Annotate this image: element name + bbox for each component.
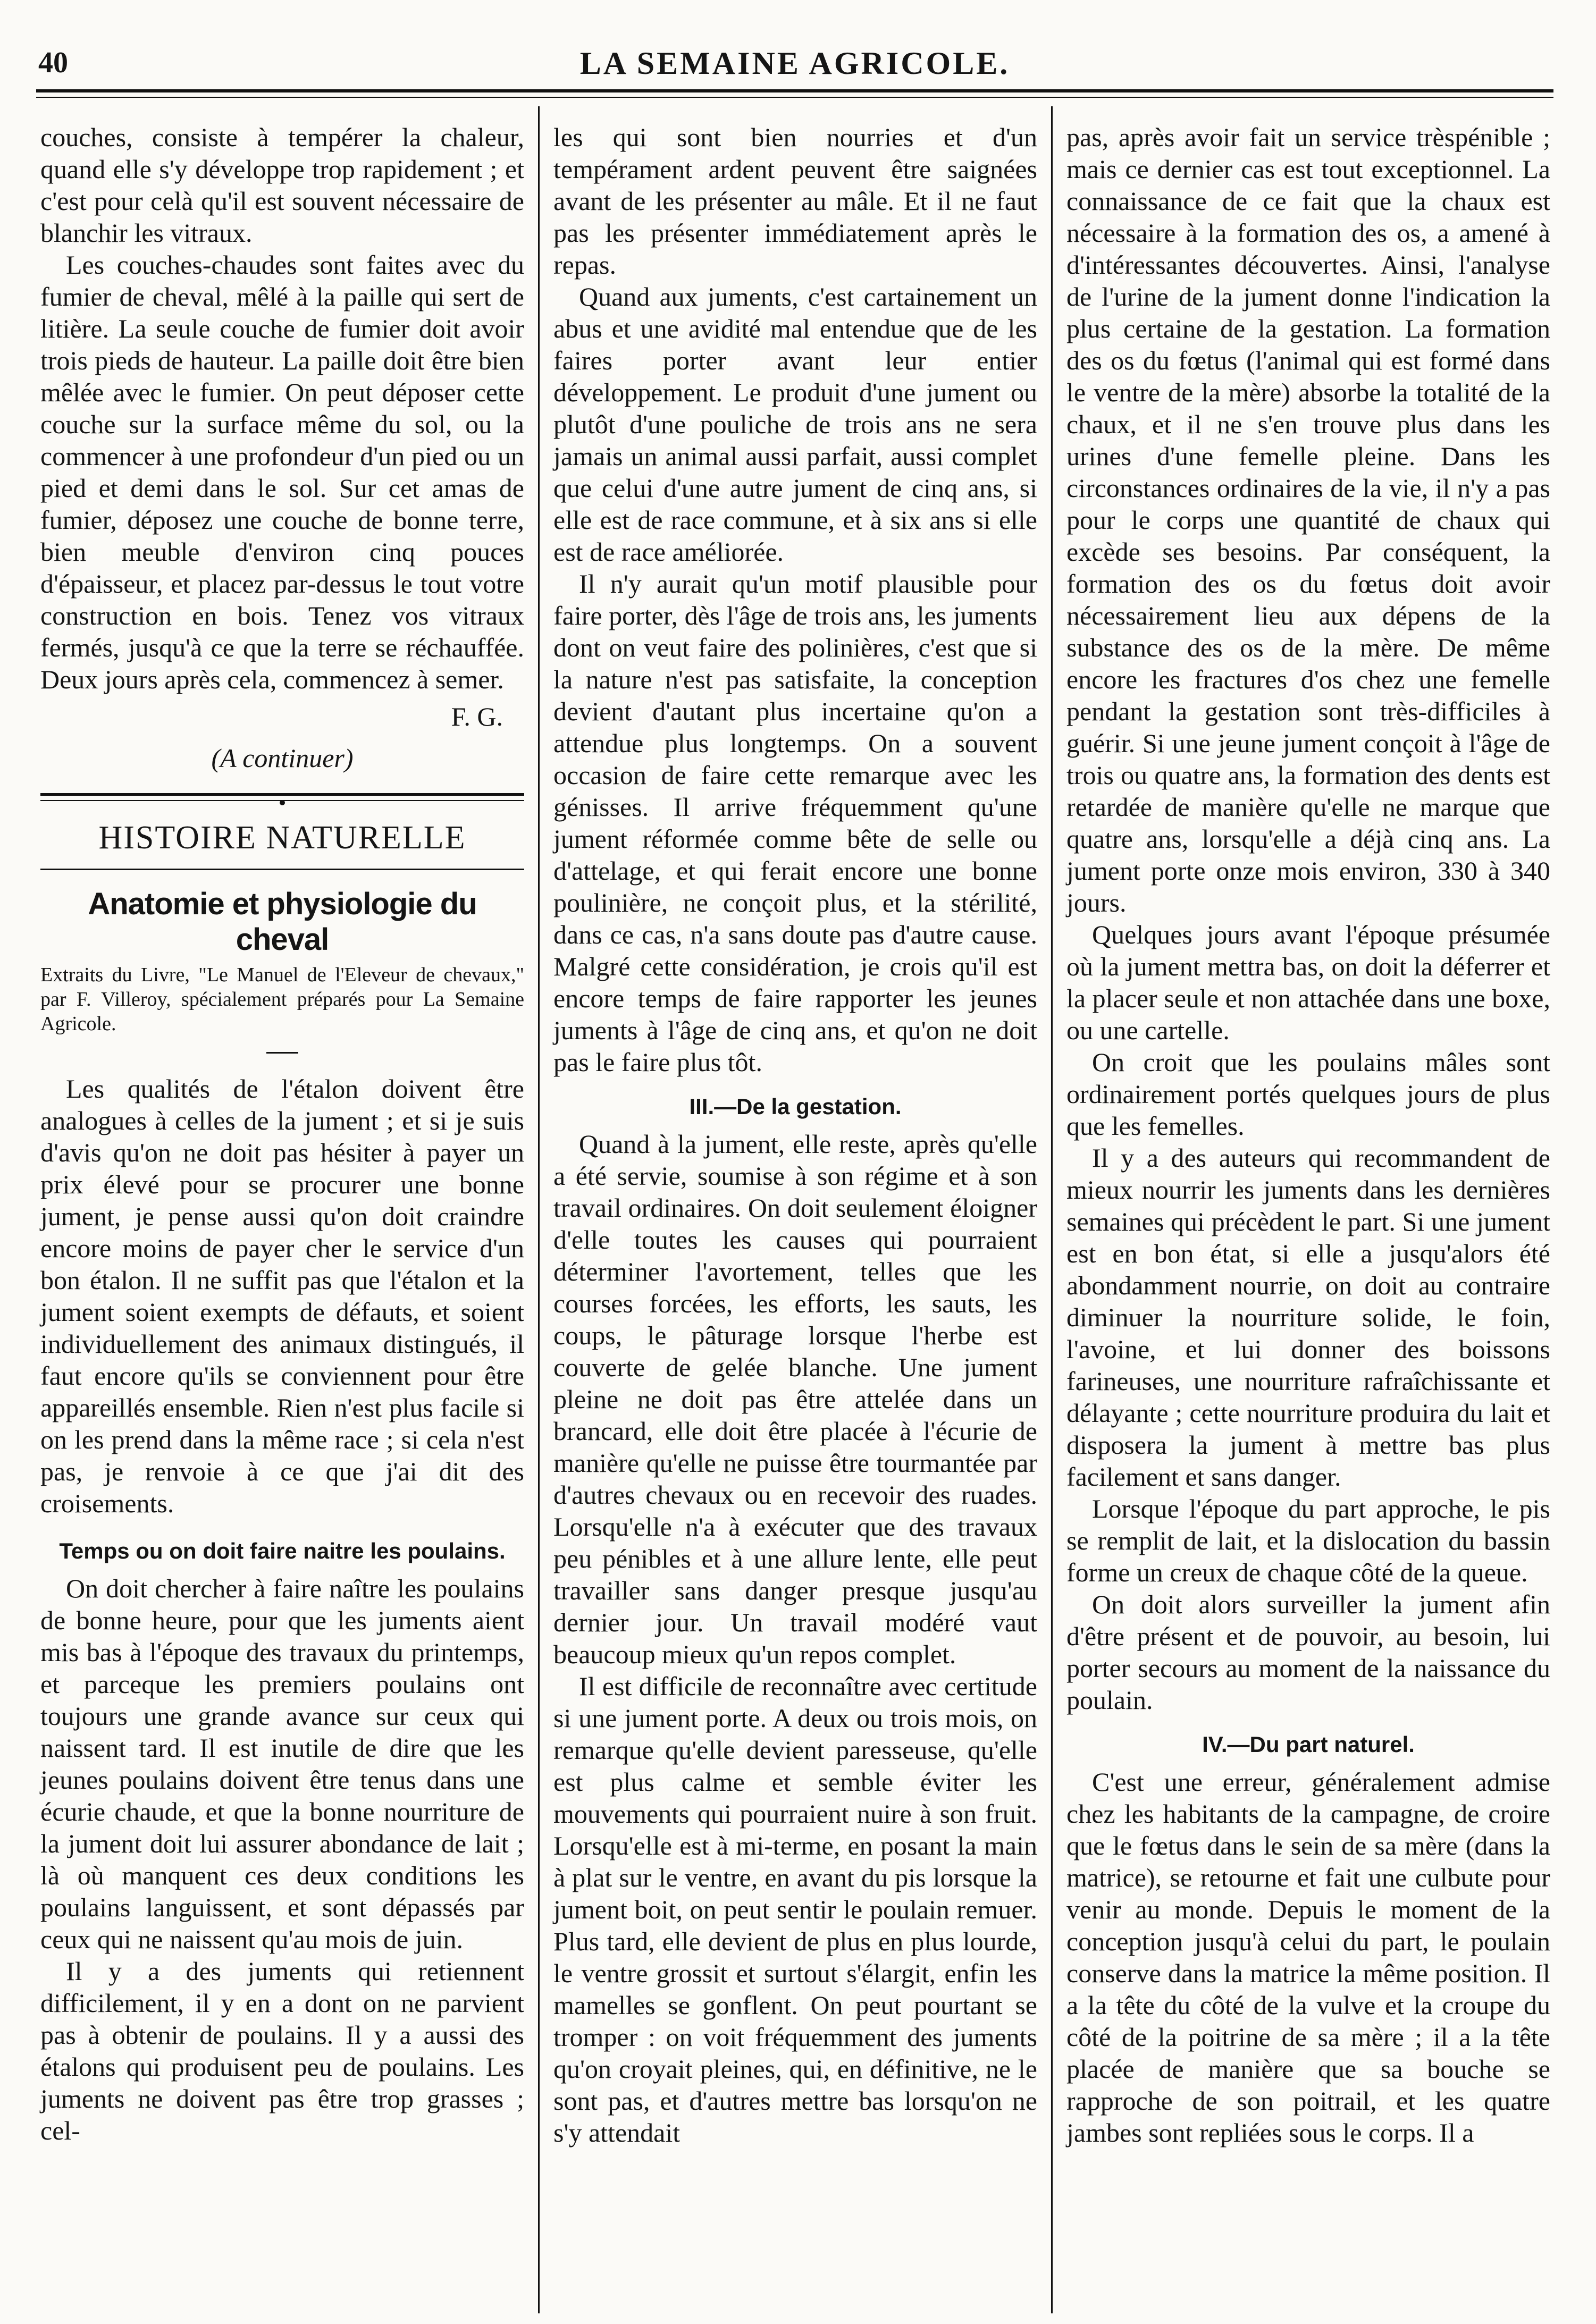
- paragraph: pas, après avoir fait un service trèspénible ; mais ce dernier cas est tout exceptionnel. La connaissance de ce fait que la chaux est nécessaire à la formation des os, a amené à d'intéressantes découvertes. Ainsi, l'analyse de l'urine de la jument donne l'indication la plus certaine de la gestation. La formation des os du fœtus (l'animal qui est formé dans le ventre de la mère) absorbe la totalité de la chaux, et il ne s'en trouve plus dans les urines d'une femelle pleine. Dans les circonstances ordinaires de la vie, il n'y a pas pour le corps une quantité de chaux qui excède ses besoins. Par conséquent, la formation des os du fœtus doit avoir nécessairement lieu aux dépens de la substance des os de la mère. De même encore les fractures d'os chez une femelle pendant la gestation sont très-difficiles à guérir. Si une jeune jument conçoit à l'âge de trois ou quatre ans, la formation des dents est retardée de manière qu'elle ne marque que quatre ans, lorsqu'elle a déjà cinq ans. La jument porte onze mois environ, 330 à 340 jours.: [1066, 122, 1550, 917]
- page-number: 40: [38, 46, 68, 79]
- header-rule-thin: [36, 97, 1553, 98]
- paragraph: On doit chercher à faire naître les poulains de bonne heure, pour que les juments aient mis bas à l'époque des travaux du printemps, et parceque les premiers poulains ont toujours une grande avance sur ceux qui naissent tard. Il est inutile de dire que les jeunes poulains doivent être tenus dans une écurie chaude, et que la bonne nourriture de la jument doit lui assurer abondance de lait ; là où manquent ces deux conditions les poulains languissent, et sont dépassés par ceux qui ne naissent qu'au mois de juin.: [40, 1573, 524, 1954]
- header-rule: [36, 89, 1553, 92]
- page-header: [36, 45, 1553, 82]
- subheading: Temps ou on doit faire naitre les poulains.: [59, 1538, 506, 1563]
- paragraph: Lorsque l'époque du part approche, le pis se remplit de lait, et la dislocation du bassin forme un creux de chaque côté de la queue.: [1066, 1494, 1550, 1587]
- subheading: IV.—Du part naturel.: [1202, 1732, 1415, 1757]
- section-title: HISTOIRE NATURELLE: [98, 820, 466, 856]
- short-divider: [266, 1052, 298, 1054]
- paragraph: Il y a des auteurs qui recommandent de mieux nourrir les juments dans les dernières semaines qui précèdent le part. Si une jument est en bon état, si elle a jusqu'alors été abondamment nourrie, on doit au contraire diminuer la nourriture solide, le foin, l'avoine, et lui donner des boissons farineuses, une nourriture rafraîchissante et délayante ; cette nourriture produira du lait et disposera la jument à mettre bas plus facilement et sans danger.: [1066, 1143, 1550, 1492]
- paragraph: Quand aux juments, c'est cartainement un abus et une avidité mal entendue que de les faires porter avant leur entier développement. Le produit d'une jument ou plutôt d'une pouliche de trois ans ne sera jamais un animal aussi parfait, aussi complet que celui d'une autre jument de cinq ans, si elle est de race commune, et à six ans si elle est de race améliorée.: [553, 282, 1037, 567]
- article-title: Anatomie et physiologie du cheval: [88, 887, 477, 957]
- journal-title: LA SEMAINE AGRICOLE.: [579, 46, 1010, 81]
- paragraph: On croit que les poulains mâles sont ordinairement portés quelques jours de plus que les femelles.: [1066, 1047, 1550, 1141]
- to-continue-note: (A continuer): [211, 743, 354, 773]
- paragraph: Il n'y aurait qu'un motif plausible pour faire porter, dès l'âge de trois ans, les juments dont on veut faire des polinières, c'est que si la nature n'est pas satisfaite, la conception devient d'autant plus incertaine qu'on a attendue plus longtemps. On a souvent occasion de faire cette remarque avec les génisses. Il arrive fréquemment qu'une jument réformée comme bête de selle ou d'attelage, et qui ferait encore une bonne poulinière, ne conçoit plus, et la stérilité, dans ce cas, n'a sans doute pas d'autre cause. Malgré cette considération, je crois qu'il est encore temps de faire rapporter les jeunes juments à l'âge de cinq ans, et qu'on ne doit pas le faire plus tôt.: [553, 569, 1037, 1077]
- subheading: III.—De la gestation.: [689, 1094, 902, 1119]
- paragraph: Quand à la jument, elle reste, après qu'elle a été servie, soumise à son régime et à son travail ordinaires. On doit seulement éloigner d'elle toutes les causes qui pourraient déterminer l'avortement, telles que les courses forcées, les efforts, les sauts, les coups, le pâturage lorsque l'herbe est couverte de gelée blanche. Une jument pleine ne doit pas être attelée dans un brancard, elle doit être placée à l'écurie de manière qu'elle ne puisse être tourmantée par d'autres chevaux ou en recevoir des ruades. Lorsqu'elle n'a à exécuter que des travaux peu pénibles et à une allure lente, elle peut travailler sans danger presque jusqu'au dernier jour. Un travail modéré vaut beaucoup mieux qu'un repos complet.: [553, 1129, 1037, 1669]
- paragraph: Quelques jours avant l'époque présumée où la jument mettra bas, on doit la déferrer et la placer seule et non attachée dans une boxe, ou une cartelle.: [1066, 920, 1550, 1045]
- paragraph: Les couches-chaudes sont faites avec du fumier de cheval, mêlé à la paille qui sert de litière. La seule couche de fumier doit avoir trois pieds de hauteur. La paille doit être bien mêlée avec le fumier. On peut déposer cette couche sur la surface même du sol, ou la commencer à une profondeur d'un pied ou un pied et demi dans le sol. Sur cet amas de fumier, déposez une couche de bonne terre, bien meuble d'environ cinq pouces d'épaisseur, et placez par-dessus le tout votre construction en bois. Tenez vos vitraux fermés, jusqu'à ce que la terre se réchauffée. Deux jours après cela, commencez à semer.: [40, 250, 524, 694]
- section-separator: [40, 793, 524, 801]
- paragraph: les qui sont bien nourries et d'un tempérament ardent peuvent être saignées avant de les présenter au mâle. Et il ne faut pas les présenter immédiatement après le repas.: [553, 122, 1037, 280]
- paragraph: C'est une erreur, généralement admise chez les habitants de la campagne, de croire que le fœtus dans le sein de sa mère (dans la matrice), se retourne et fait une culbute pour venir au monde. Depuis le moment de la conception jusqu'à celui du part, le poulain conserve dans la matrice la même position. Il a la tête du côté de la vulve et la croupe du côté de la poitrine de sa mère ; il a la tête placée de manière que sa bouche se rapproche de son poitrail, et les quatre jambes sont repliées sous le corps. Il a: [1066, 1767, 1550, 2148]
- paragraph: Il y a des juments qui retiennent difficilement, il y en a dont on ne parvient pas à obtenir de poulains. Il y a aussi des étalons qui produisent peu de poulains. Les juments ne doivent pas être trop grasses ; cel-: [40, 1956, 524, 2145]
- column-1: [36, 106, 538, 2313]
- signature: F. G.: [451, 702, 503, 731]
- paragraph: On doit alors surveiller la jument afin d'être présent et de pouvoir, au besoin, lui porter secours au moment de la naissance du poulain.: [1066, 1589, 1550, 1715]
- separator-dot: [280, 800, 285, 805]
- section-rule: [40, 869, 524, 870]
- text-columns: [36, 106, 1553, 2313]
- paragraph: couches, consiste à tempérer la chaleur, quand elle s'y développe trop rapidement ; et c'est pour celà qu'il est souvent nécessaire de blanchir les vitraux.: [40, 122, 524, 248]
- column-3: [1051, 106, 1553, 2313]
- paragraph: Les qualités de l'étalon doivent être analogues à celles de la jument ; et si je suis d'avis qu'on ne doit pas hésiter à payer un prix élevé pour se procurer une bonne jument, je pense aussi qu'on doit craindre encore moins de payer cher le service d'un bon étalon. Il ne suffit pas que l'étalon et la jument soient exempts de défauts, et soient individuellement des animaux distingués, il faut encore qu'ils se conviennent pour être appareillés ensemble. Rien n'est plus facile si on les prend dans la même race ; si cela n'est pas, je renvoie à ce que j'ai dit des croisements.: [40, 1074, 524, 1518]
- article-excerpt: Extraits du Livre, "Le Manuel de l'Eleveur de chevaux," par F. Villeroy, spécialement préparés pour La Semaine Agricole.: [40, 964, 524, 1035]
- paragraph: Il est difficile de reconnaître avec certitude si une jument porte. A deux ou trois mois, on remarque qu'elle devient paresseuse, qu'elle est plus calme et semble éviter les mouvements qui pourraient nuire à son fruit. Lorsqu'elle est à mi-terme, en posant la main à plat sur le ventre, en avant du pis lorsque la jument boit, on peut sentir le poulain remuer. Plus tard, elle devient de plus en plus lourde, le ventre grossit et surtout s'élargit, enfin les mamelles se gonflent. On peut pourtant se tromper : on voit fréquemment des juments qu'on croyait pleines, qui, en définitive, ne le sont pas, et d'autres mettre bas lorsqu'on ne s'y attendait: [553, 1671, 1037, 2148]
- column-2: [538, 106, 1051, 2313]
